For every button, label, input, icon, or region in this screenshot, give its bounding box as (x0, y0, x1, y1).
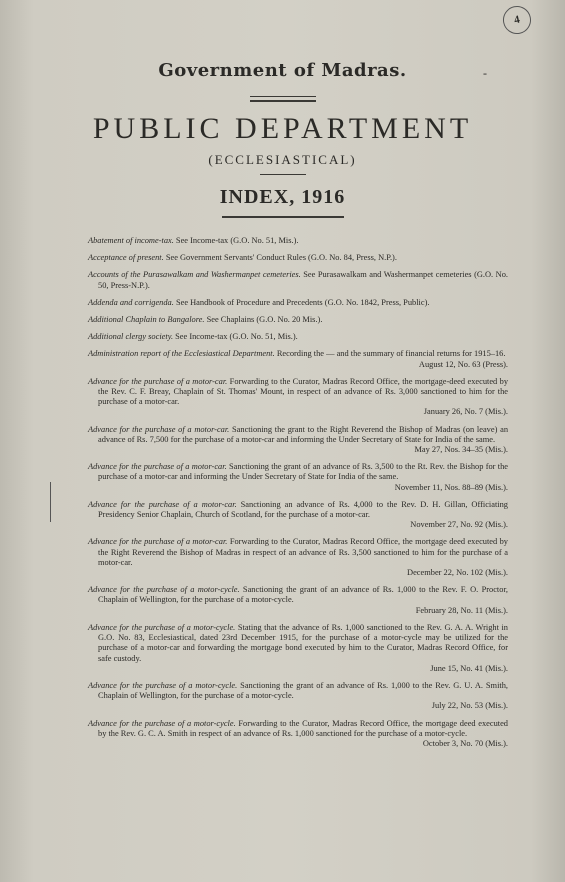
index-entries (88, 236, 508, 756)
entry-text: See Purasawalkam and Washermanpet cemeteries (G.O. No. 50, Press-N.P.). (98, 270, 508, 290)
index-entry (88, 500, 508, 531)
page-number: 4 (500, 3, 533, 36)
subtitle-rule (260, 174, 306, 175)
entry-heading: Additional clergy society. (88, 332, 174, 342)
entry-reference: November 11, Nos. 88–89 (Mis.). (394, 482, 508, 492)
margin-mark (50, 482, 51, 522)
entry-heading: Advance for the purchase of a motor-car. (88, 499, 237, 509)
entry-reference: February 28, No. 11 (Mis.). (415, 605, 508, 615)
department-subtitle: (ECCLESIASTICAL) (208, 152, 357, 167)
index-entry (88, 236, 508, 246)
index-entry (88, 253, 508, 263)
department-title: PUBLIC DEPARTMENT (92, 112, 473, 145)
entry-heading: Abatement of income-tax. (88, 236, 174, 245)
entry-text: See Government Servants' Conduct Rules (G.O. No. 84, Press, N.P.). (165, 253, 397, 263)
entry-text: Sanctioning the grant of an advance of Rs. 1,000 to the Rev. G. U. A. Smith, Chaplain of Wellington, for the purchase of a motor-cycle. (98, 680, 508, 701)
entry-text: Forwarding to the Curator, Madras Record Office, the mortgage deed executed by the Right Reverend the Bishop of Madras in respect of an advance of Rs. 3,500 sanctioned to him for the purchase of a motor-car. (98, 537, 508, 567)
entry-text: Sanctioning the grant to the Right Reverend the Bishop of Madras (on leave) an advance of Rs. 7,500 for the purchase of a motor-car and informing the Under Secretary of State for India of the same. (98, 424, 509, 444)
entry-reference: December 22, No. 102 (Mis.). (407, 568, 508, 578)
entry-reference: August 12, No. 63 (Press). (418, 359, 508, 369)
entry-heading: Advance for the purchase of a motor-cycle. (88, 718, 236, 728)
entry-reference: July 22, No. 53 (Mis.). (431, 701, 508, 711)
index-entry (88, 377, 508, 418)
index-entry (88, 270, 508, 290)
entry-text: See Handbook of Procedure and Precedents (G.O. No. 1842, Press, Public). (175, 297, 430, 307)
index-entry (88, 537, 508, 578)
entry-text: Forwarding to the Curator, Madras Record Office, the mortgage deed executed by the Rev. G. C. A. Smith in respect of an advance of Rs. 1,000 sanctioned for the purchase of a motor-cycle. (98, 718, 508, 738)
entry-text: Sanctioning the grant of an advance of Rs. 1,000 to the Rev. F. O. Proctor, Chaplain of Wellington, for the purchase of a motor-cycle. (98, 585, 508, 605)
entry-text: See Income-tax (G.O. No. 51, Mis.). (175, 236, 299, 245)
entry-text: See Chaplains (G.O. No. 20 Mis.). (206, 315, 323, 325)
entry-reference: January 26, No. 7 (Mis.). (423, 407, 508, 417)
entry-heading: Advance for the purchase of a motor-car. (88, 424, 230, 434)
entry-heading: Advance for the purchase of a motor-car. (88, 462, 227, 472)
entry-heading: Administration report of the Ecclesiastical Department. (88, 349, 275, 359)
government-title: Government of Madras. (158, 60, 407, 81)
entry-text: See Income-tax (G.O. No. 51, Mis.). (175, 332, 298, 342)
entry-heading: Additional Chaplain to Bangalore. (88, 315, 205, 325)
entry-reference: June 15, No. 41 (Mis.). (430, 663, 508, 673)
entry-reference: November 27, No. 92 (Mis.). (410, 520, 508, 530)
index-entry (88, 425, 508, 456)
index-entry (88, 315, 508, 325)
index-entry (88, 462, 508, 493)
entry-text: Recording the — and the summary of financial returns for 1915–16. (276, 349, 506, 359)
index-rule (222, 216, 344, 218)
entry-heading: Advance for the purchase of a motor-cycle. (88, 622, 236, 632)
entry-heading: Accounts of the Purasawalkam and Washermanpet cemeteries. (88, 270, 301, 280)
title-rule (250, 96, 316, 102)
entry-heading: Advance for the purchase of a motor-cycle. (88, 585, 240, 595)
entry-text: Sanctioning the grant of an advance of Rs. 3,500 to the Rt. Rev. the Bishop for the purchase of a motor-car and informing the Under Secretary of State for India of the same. (98, 462, 508, 482)
index-entry (88, 623, 508, 674)
entry-text: Sanctioning an advance of Rs. 4,000 to the Rev. D. H. Gillan, Officiating Presidency Senior Chaplain, Church of Scotland, for the purchase of a motor-car. (98, 499, 508, 520)
index-entry (88, 298, 508, 308)
margin-dash: - (483, 66, 487, 80)
entry-heading: Addenda and corrigenda. (88, 297, 174, 307)
entry-text: Forwarding to the Curator, Madras Record Office, the mortgage-deed executed by the Rev. C. F. Breay, Chaplain of St. Thomas' Mount, in respect of an advance of Rs. 3,000 sanctioned to him for the purchase of a motor-car. (98, 376, 509, 407)
entry-heading: Advance for the purchase of a motor-cycle. (88, 680, 238, 690)
index-title: INDEX, 1916 (219, 186, 346, 208)
index-entry (88, 349, 508, 369)
entry-heading: Advance for the purchase of a motor-car. (88, 537, 228, 547)
index-entry (88, 719, 508, 750)
index-entry (88, 585, 508, 616)
entry-heading: Acceptance of present. (88, 253, 164, 263)
index-entry (88, 681, 508, 712)
entry-text: Stating that the advance of Rs. 1,000 sanctioned to the Rev. G. A. A. Wright in G.O. No. 83, Ecclesiastical, dated 23rd December 1915, for the purchase of a motor-cycle may be utilized for the purchase of a motor-car and forwarding the mortgage bond executed by him to the Curator, Madras Record Office, for safe custody. (98, 622, 508, 663)
entry-reference: May 27, Nos. 34–35 (Mis.). (414, 445, 508, 455)
entry-heading: Advance for the purchase of a motor-car. (88, 376, 228, 386)
entry-reference: October 3, No. 70 (Mis.). (422, 738, 508, 748)
index-entry (88, 332, 508, 342)
